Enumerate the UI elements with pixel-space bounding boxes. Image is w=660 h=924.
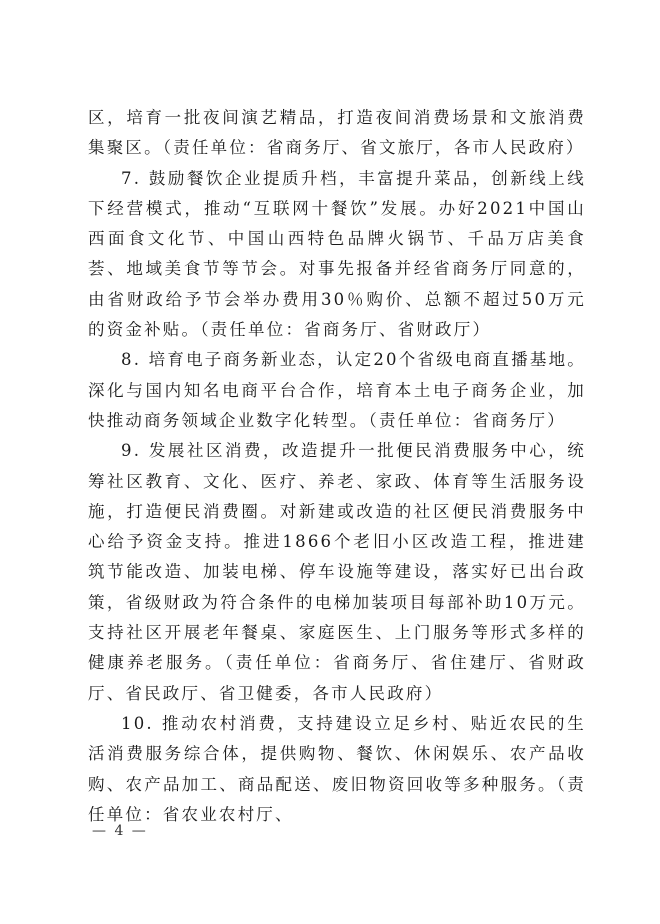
paragraph-item-9: 9. 发展社区消费，改造提升一批便民消费服务中心，统筹社区教育、文化、医疗、养老、家政、体育等生活服务设施，打造便民消费圈。对新建或改造的社区便民消费服务中心给予资金支持。推进1866个老旧小区改造工程，推进建筑节能改造、加装电梯、停车设施等建设，落实好已出台政策，省级财政为符合条件的电梯加装项目每部补助10万元。支持社区开展老年餐桌、家庭医生、上门服务等形式多样的健康养老服务。（责任单位：省商务厅、省住建厅、省财政厅、省民政厅、省卫健委，各市人民政府） — [88, 441, 586, 703]
paragraph-item-8: 8. 培育电子商务新业态，认定20个省级电商直播基地。深化与国内知名电商平台合作，培育本土电子商务企业，加快推动商务领域企业数字化转型。（责任单位：省商务厅） — [88, 350, 586, 430]
paragraph-item-7: 7. 鼓励餐饮企业提质升档，丰富提升菜品，创新线上线下经营模式，推动“互联网十餐饮”发展。办好2021中国山西面食文化节、中国山西特色品牌火锅节、千品万店美食荟、地域美食节等节会。对事先报备并经省商务厅同意的，由省财政给予节会举办费用30％购价、总额不超过50万元的资金补贴。（责任单位：省商务厅、省财政厅） — [88, 168, 586, 340]
paragraph-item-10: 10. 推动农村消费，支持建设立足乡村、贴近农民的生活消费服务综合体，提供购物、餐饮、休闲娱乐、农产品收购、农产品加工、商品配送、废旧物资回收等多种服务。（责任单位：省农业农村厅、 — [88, 713, 586, 824]
page-number: — 4 — — [92, 823, 148, 839]
paragraph-continuation: 区，培育一批夜间演艺精品，打造夜间消费场景和文旅消费集聚区。（责任单位：省商务厅、省文旅厅，各市人民政府） — [88, 108, 586, 158]
document-body — [88, 103, 586, 830]
